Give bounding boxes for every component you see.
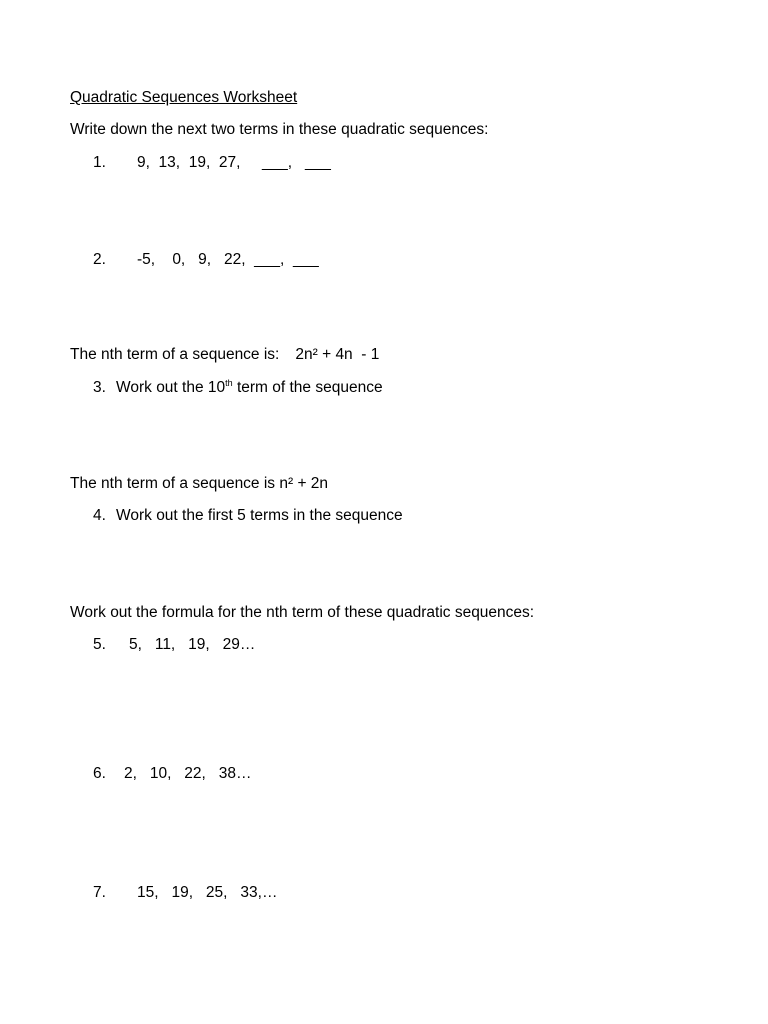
instruction-formula: Work out the formula for the nth term of these quadratic sequences: bbox=[70, 604, 535, 621]
question-2-sequence: -5, 0, 9, 22, ___, ___ bbox=[137, 251, 319, 268]
question-1-sequence: 9, 13, 19, 27, ___, ___ bbox=[137, 154, 331, 171]
question-6-sequence: 2, 10, 22, 38… bbox=[124, 765, 252, 782]
nth-term-intro-2: The nth term of a sequence is n² + 2n bbox=[70, 475, 329, 492]
nth-term-formula: 2n² + 4n - 1 bbox=[295, 346, 380, 363]
question-3-text-after: term of the sequence bbox=[232, 379, 383, 396]
worksheet-title: Quadratic Sequences Worksheet bbox=[70, 89, 298, 106]
question-3-text-before: Work out the 10 bbox=[116, 379, 226, 396]
question-3-superscript: th bbox=[225, 378, 233, 388]
question-1-number: 1. bbox=[93, 154, 106, 171]
nth-term-intro-label: The nth term of a sequence is: bbox=[70, 346, 280, 363]
question-3-number: 3. bbox=[93, 379, 106, 396]
nth-term-intro-1 bbox=[70, 347, 379, 363]
question-5-number: 5. bbox=[93, 636, 106, 653]
question-6-number: 6. bbox=[93, 765, 106, 782]
question-4-number: 4. bbox=[93, 507, 106, 524]
question-2-number: 2. bbox=[93, 251, 106, 268]
question-4-text: Work out the first 5 terms in the sequence bbox=[116, 507, 403, 524]
question-5-sequence: 5, 11, 19, 29… bbox=[129, 636, 256, 653]
question-3-text bbox=[116, 380, 383, 396]
question-7-sequence: 15, 19, 25, 33,… bbox=[137, 884, 278, 901]
instruction-next-terms: Write down the next two terms in these quadratic sequences: bbox=[70, 121, 489, 138]
question-7-number: 7. bbox=[93, 884, 106, 901]
